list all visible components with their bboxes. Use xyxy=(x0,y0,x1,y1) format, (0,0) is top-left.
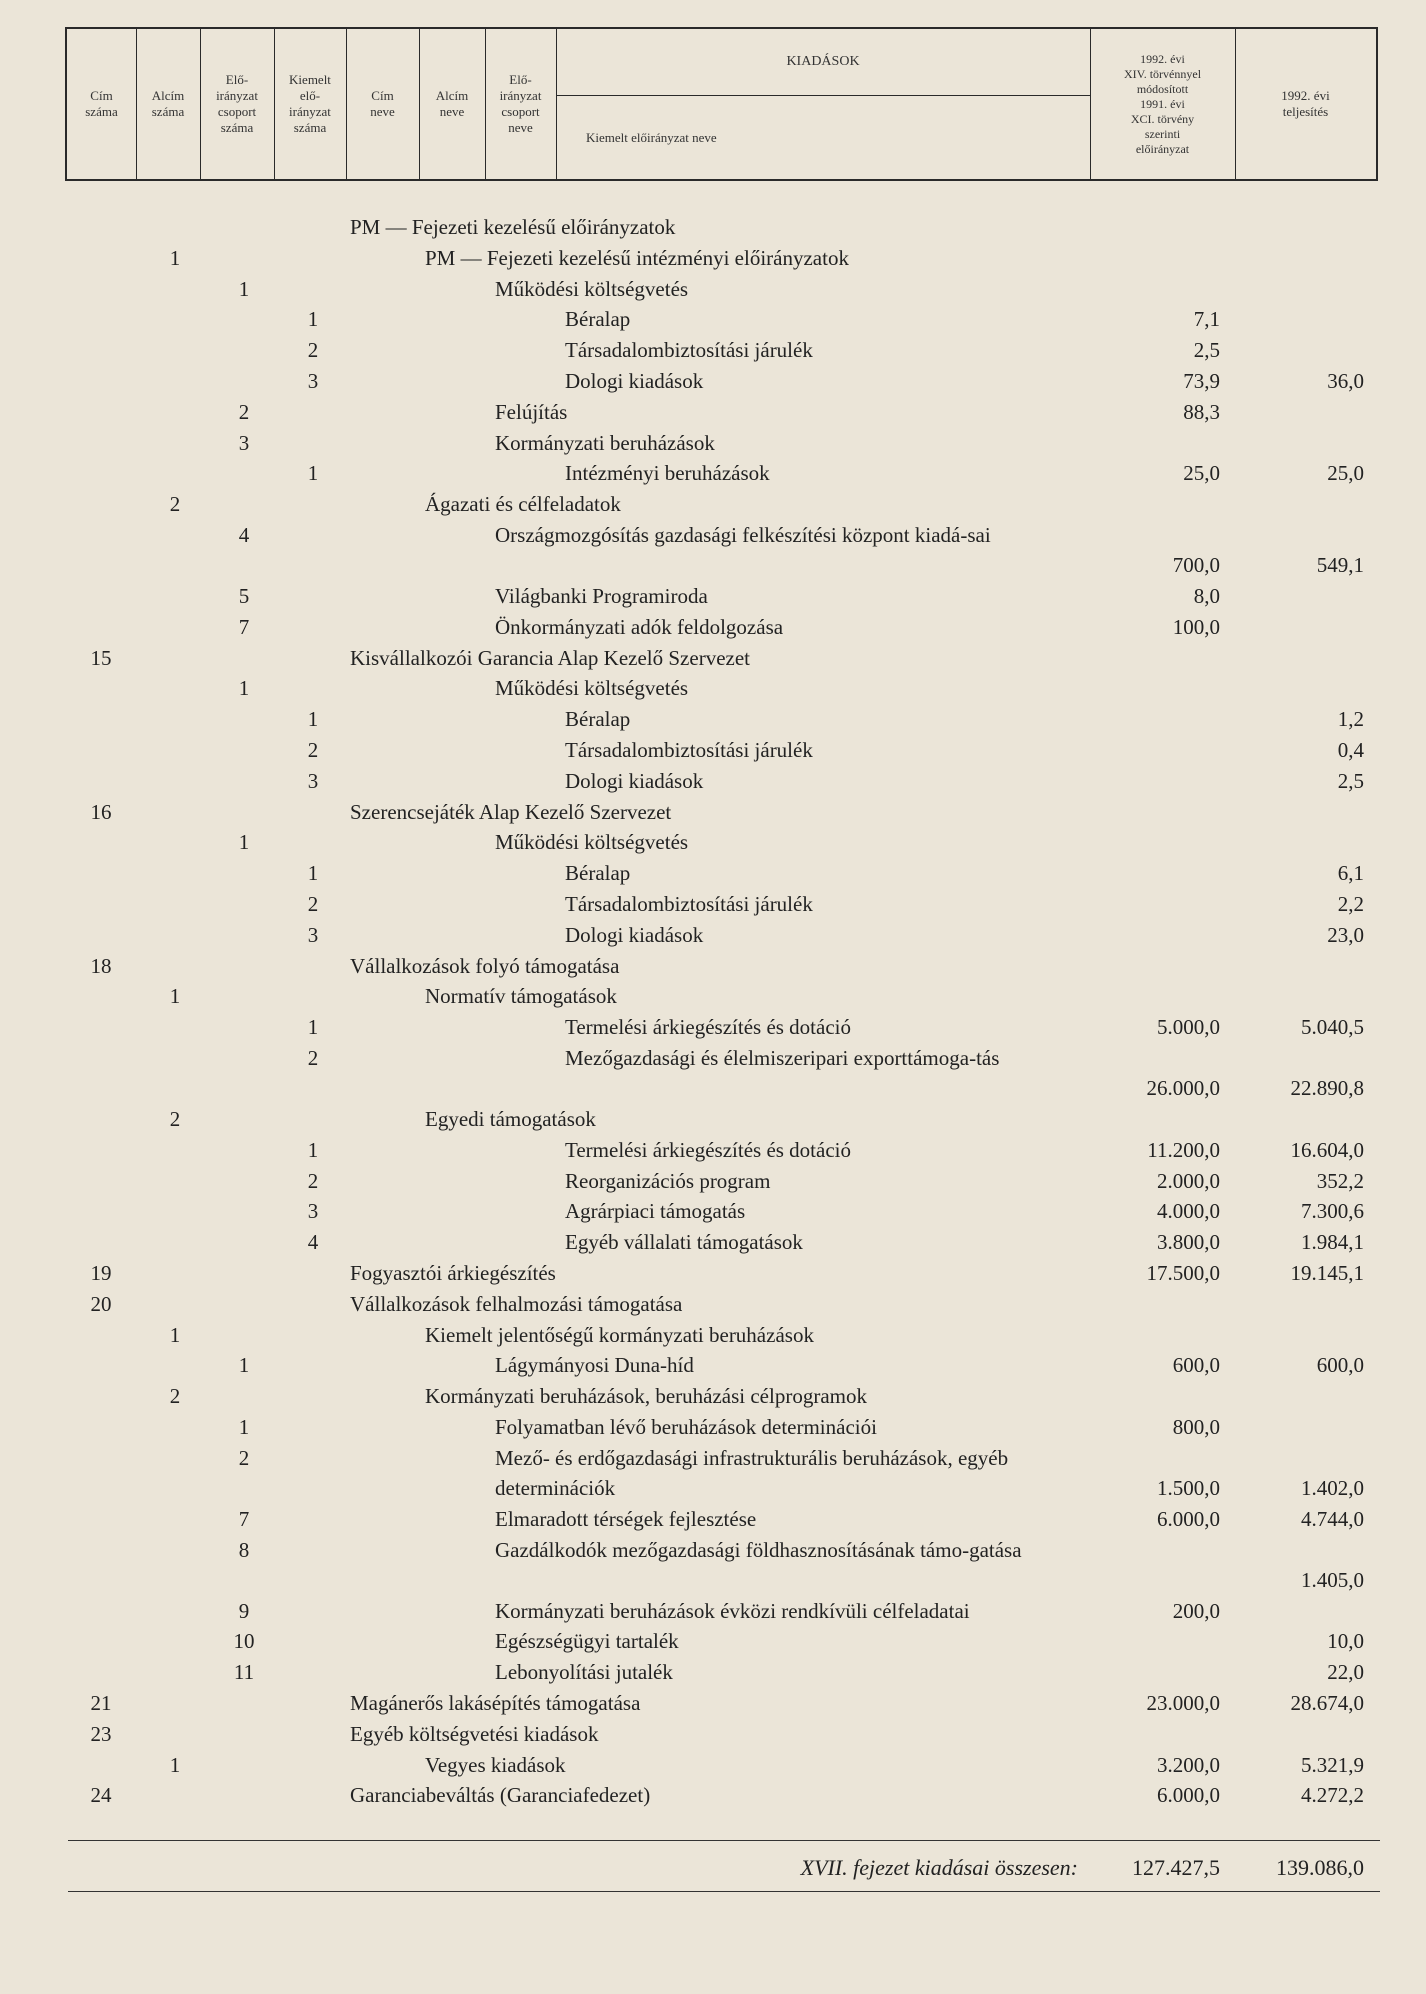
eloiranyzat-csoport-szama: 1 xyxy=(238,1415,250,1439)
kiemelt-eloiranyzat-szama: 2 xyxy=(307,738,319,762)
teljesites-value: 1.402,0 xyxy=(1301,1475,1364,1500)
total-teljesites: 139.086,0 xyxy=(1276,1855,1364,1880)
item-name: Működési költségvetés xyxy=(495,830,689,855)
total-bottom-divider xyxy=(68,1891,1380,1892)
teljesites-value: 6,1 xyxy=(1337,861,1364,886)
table-row xyxy=(0,520,1426,580)
kiemelt-eloiranyzat-szama: 1 xyxy=(307,307,319,332)
teljesites-value: 352,2 xyxy=(1316,1168,1364,1193)
item-name: Vállalkozások felhalmozási támogatása xyxy=(350,1291,683,1316)
eloiranyzat-csoport-szama: 2 xyxy=(238,1445,250,1470)
eloiranyzat-csoport-szama: 11 xyxy=(233,1660,255,1685)
eloiranyzat-csoport-szama: 2 xyxy=(238,399,250,424)
item-name: Ágazati és célfeladatok xyxy=(425,492,621,517)
teljesites-value: 28.674,0 xyxy=(1290,1691,1364,1715)
table-row xyxy=(0,274,1426,304)
eloiranyzat-value: 200,0 xyxy=(1172,1598,1220,1623)
teljesites-value: 1,2 xyxy=(1337,707,1364,732)
header-alcim-szama: Alcím száma xyxy=(151,88,185,119)
kiemelt-eloiranyzat-szama: 1 xyxy=(307,707,319,732)
item-name: Reorganizációs program xyxy=(565,1168,771,1193)
table-row xyxy=(0,489,1426,519)
table-row xyxy=(0,766,1426,796)
alcim-szama: 2 xyxy=(169,492,181,517)
header-teljesites-1992: 1992. évi teljesítés xyxy=(1281,88,1330,119)
teljesites-value: 5.040,5 xyxy=(1301,1015,1364,1040)
kiemelt-eloiranyzat-szama: 3 xyxy=(307,768,319,793)
table-row xyxy=(0,1657,1426,1687)
teljesites-value: 600,0 xyxy=(1316,1353,1364,1378)
item-name: Vegyes kiadások xyxy=(425,1752,566,1777)
item-name: Lágymányosi Duna-híd xyxy=(495,1353,694,1378)
eloiranyzat-csoport-szama: 9 xyxy=(238,1598,250,1623)
kiemelt-eloiranyzat-szama: 3 xyxy=(307,922,319,947)
eloiranyzat-value: 3.200,0 xyxy=(1157,1752,1220,1777)
kiemelt-eloiranyzat-szama: 1 xyxy=(307,1015,319,1040)
table-row xyxy=(0,612,1426,642)
item-name: Folyamatban lévő beruházások determinációi xyxy=(495,1415,877,1439)
item-name: Agrárpiaci támogatás xyxy=(565,1199,746,1224)
item-name: Vállalkozások folyó támogatása xyxy=(350,953,620,978)
table-row xyxy=(0,889,1426,919)
table-row xyxy=(0,1135,1426,1165)
table-row xyxy=(0,827,1426,857)
table-row xyxy=(0,1535,1426,1595)
item-name: Országmozgósítás gazdasági felkészítési központ kiadá-sai xyxy=(495,523,991,547)
item-name: Gazdálkodók mezőgazdasági földhasznosításának támo-gatása xyxy=(495,1537,1022,1562)
cim-szama: 18 xyxy=(90,953,112,978)
table-row xyxy=(0,858,1426,888)
table-row xyxy=(0,1596,1426,1626)
kiemelt-eloiranyzat-szama: 4 xyxy=(307,1230,319,1255)
item-name: Kormányzati beruházások xyxy=(495,430,715,455)
eloiranyzat-value: 2.000,0 xyxy=(1157,1168,1220,1193)
item-name: Magánerős lakásépítés támogatása xyxy=(350,1691,641,1715)
alcim-szama: 1 xyxy=(169,1752,181,1777)
item-name: Kormányzati beruházások évközi rendkívüli célfeladatai xyxy=(495,1598,970,1623)
item-name: Béralap xyxy=(565,861,631,886)
eloiranyzat-value: 11.200,0 xyxy=(1147,1137,1220,1162)
item-name: Béralap xyxy=(565,707,631,732)
table-row xyxy=(0,643,1426,673)
kiemelt-eloiranyzat-szama: 2 xyxy=(307,338,319,363)
eloiranyzat-value: 17.500,0 xyxy=(1146,1261,1220,1285)
table-row xyxy=(0,1350,1426,1380)
item-name: Kisvállalkozói Garancia Alap Kezelő Szervezet xyxy=(350,645,750,670)
item-name: PM — Fejezeti kezelésű intézményi előirányzatok xyxy=(425,245,849,270)
table-row xyxy=(0,797,1426,827)
item-name: Működési költségvetés xyxy=(495,676,689,701)
item-name: Önkormányzati adók feldolgozása xyxy=(495,614,784,639)
eloiranyzat-value: 1.500,0 xyxy=(1157,1475,1220,1500)
table-row xyxy=(0,1320,1426,1350)
table-row xyxy=(0,366,1426,396)
item-name: Mezőgazdasági és élelmiszeripari exporttámoga-tás xyxy=(565,1046,1000,1070)
table-row xyxy=(0,1227,1426,1257)
eloiranyzat-csoport-szama: 7 xyxy=(238,614,250,639)
table-row xyxy=(0,1012,1426,1042)
eloiranyzat-csoport-szama: 8 xyxy=(238,1537,250,1562)
eloiranyzat-value: 5.000,0 xyxy=(1157,1015,1220,1040)
table-row xyxy=(0,1166,1426,1196)
header-kiemelt-eloiranyzat-neve: Kiemelt előirányzat neve xyxy=(586,130,717,145)
cim-szama: 24 xyxy=(90,1783,112,1808)
table-row xyxy=(0,397,1426,427)
item-name: Társadalombiztosítási járulék xyxy=(565,738,813,762)
alcim-szama: 1 xyxy=(169,984,181,1009)
header-eloiranyzat-csoport-szama: Elő- irányzat csoport száma xyxy=(216,72,258,135)
eloiranyzat-value: 73,9 xyxy=(1183,369,1220,393)
table-row xyxy=(0,673,1426,703)
teljesites-value: 16.604,0 xyxy=(1290,1137,1364,1162)
item-name: Felújítás xyxy=(495,399,568,424)
item-name: Termelési árkiegészítés és dotáció xyxy=(565,1137,851,1162)
eloiranyzat-value: 23.000,0 xyxy=(1146,1691,1220,1715)
kiemelt-eloiranyzat-szama: 2 xyxy=(307,1046,319,1070)
table-row xyxy=(0,1688,1426,1718)
teljesites-value: 7.300,6 xyxy=(1301,1199,1364,1224)
teljesites-value: 2,2 xyxy=(1337,892,1364,916)
total-label: XVII. fejezet kiadásai összesen: xyxy=(800,1855,1078,1880)
eloiranyzat-value: 6.000,0 xyxy=(1157,1783,1220,1808)
item-name: Kiemelt jelentőségű kormányzati beruházások xyxy=(425,1322,814,1347)
eloiranyzat-value: 4.000,0 xyxy=(1157,1199,1220,1224)
header-eloiranyzat-1991: 1992. évi XIV. törvénnyel módosított 1991. évi XCI. törvény szerinti előirányzat xyxy=(1123,51,1202,156)
table-row xyxy=(0,1443,1426,1503)
table-row xyxy=(0,581,1426,611)
item-name: Dologi kiadások xyxy=(565,369,704,393)
alcim-szama: 1 xyxy=(169,1322,181,1347)
table-row xyxy=(0,1780,1426,1810)
item-name: Egyéb költségvetési kiadások xyxy=(350,1721,599,1746)
eloiranyzat-value: 8,0 xyxy=(1193,584,1220,608)
teljesites-value: 549,1 xyxy=(1316,553,1364,577)
teljesites-value: 25,0 xyxy=(1327,461,1364,486)
item-name: Dologi kiadások xyxy=(565,922,704,947)
table-row xyxy=(0,1381,1426,1411)
item-name: Egyedi támogatások xyxy=(425,1107,596,1131)
item-name: Egészségügyi tartalék xyxy=(495,1629,679,1654)
eloiranyzat-csoport-szama: 5 xyxy=(238,584,250,608)
table-row xyxy=(0,981,1426,1011)
eloiranyzat-csoport-szama: 4 xyxy=(238,523,250,547)
item-name: Fogyasztói árkiegészítés xyxy=(350,1261,556,1285)
alcim-szama: 2 xyxy=(169,1107,181,1131)
teljesites-value: 1.405,0 xyxy=(1301,1567,1364,1592)
eloiranyzat-value: 26.000,0 xyxy=(1146,1076,1220,1100)
table-row xyxy=(0,243,1426,273)
table-row xyxy=(0,458,1426,488)
item-name: Normatív támogatások xyxy=(425,984,617,1009)
header-kiemelt-eloiranyzat-szama: Kiemelt elő- irányzat száma xyxy=(289,72,331,135)
eloiranyzat-csoport-szama: 1 xyxy=(238,676,250,701)
item-name: Elmaradott térségek fejlesztése xyxy=(495,1506,757,1531)
item-name: Kormányzati beruházások, beruházási célprogramok xyxy=(425,1384,867,1409)
header-eloiranyzat-csoport-neve: Elő- irányzat csoport neve xyxy=(499,72,542,135)
table-row xyxy=(0,212,1426,242)
teljesites-value: 22.890,8 xyxy=(1290,1076,1364,1100)
header-kiadasok: KIADÁSOK xyxy=(786,54,860,69)
eloiranyzat-csoport-szama: 3 xyxy=(238,430,250,455)
eloiranyzat-value: 100,0 xyxy=(1172,614,1220,639)
header-cim-neve: Cím neve xyxy=(370,88,395,119)
eloiranyzat-csoport-szama: 10 xyxy=(233,1629,255,1654)
teljesites-value: 4.744,0 xyxy=(1301,1506,1364,1531)
table-row xyxy=(0,1750,1426,1780)
header-cim-szama: Cím száma xyxy=(85,88,118,119)
table-row xyxy=(0,1043,1426,1103)
item-name: Lebonyolítási jutalék xyxy=(495,1660,673,1685)
cim-szama: 19 xyxy=(90,1261,112,1285)
column-header xyxy=(65,27,1378,181)
item-name: Társadalombiztosítási járulék xyxy=(565,892,813,916)
teljesites-value: 19.145,1 xyxy=(1290,1261,1364,1285)
teljesites-value: 22,0 xyxy=(1327,1660,1364,1685)
teljesites-value: 23,0 xyxy=(1327,922,1364,947)
eloiranyzat-value: 800,0 xyxy=(1172,1415,1220,1439)
table-row xyxy=(0,1258,1426,1288)
alcim-szama: 1 xyxy=(169,245,181,270)
table-row xyxy=(0,920,1426,950)
item-name: PM — Fejezeti kezelésű előirányzatok xyxy=(350,215,676,239)
item-name: Működési költségvetés xyxy=(495,276,689,301)
teljesites-value: 1.984,1 xyxy=(1301,1230,1364,1255)
table-row xyxy=(0,704,1426,734)
eloiranyzat-value: 6.000,0 xyxy=(1157,1506,1220,1531)
table-row xyxy=(0,428,1426,458)
kiemelt-eloiranyzat-szama: 1 xyxy=(307,461,319,486)
eloiranyzat-value: 7,1 xyxy=(1193,307,1220,332)
header-alcim-neve: Alcím neve xyxy=(435,88,469,119)
table-row xyxy=(0,1104,1426,1134)
cim-szama: 16 xyxy=(90,799,112,824)
cim-szama: 15 xyxy=(90,645,112,670)
item-name: Világbanki Programiroda xyxy=(495,584,708,608)
eloiranyzat-value: 88,3 xyxy=(1183,399,1220,424)
item-name: Dologi kiadások xyxy=(565,768,704,793)
kiemelt-eloiranyzat-szama: 1 xyxy=(307,861,319,886)
item-name: Társadalombiztosítási járulék xyxy=(565,338,813,363)
kiemelt-eloiranyzat-szama: 1 xyxy=(307,1137,319,1162)
total-divider xyxy=(68,1840,1380,1841)
alcim-szama: 2 xyxy=(169,1384,181,1409)
item-name: Szerencsejáték Alap Kezelő Szervezet xyxy=(350,799,672,824)
teljesites-value: 4.272,2 xyxy=(1301,1783,1364,1808)
table-row xyxy=(0,1626,1426,1656)
eloiranyzat-csoport-szama: 1 xyxy=(238,276,250,301)
table-row xyxy=(0,1719,1426,1749)
teljesites-value: 10,0 xyxy=(1327,1629,1364,1654)
teljesites-value: 2,5 xyxy=(1337,768,1364,793)
item-name: Intézményi beruházások xyxy=(565,461,770,486)
teljesites-value: 36,0 xyxy=(1327,369,1364,393)
eloiranyzat-value: 25,0 xyxy=(1183,461,1220,486)
eloiranyzat-csoport-szama: 7 xyxy=(238,1506,250,1531)
eloiranyzat-value: 700,0 xyxy=(1172,553,1220,577)
item-name: Termelési árkiegészítés és dotáció xyxy=(565,1015,851,1040)
table-row xyxy=(0,304,1426,334)
table-row xyxy=(0,1289,1426,1319)
table-row xyxy=(0,951,1426,981)
kiemelt-eloiranyzat-szama: 3 xyxy=(307,369,319,393)
eloiranyzat-value: 3.800,0 xyxy=(1157,1230,1220,1255)
teljesites-value: 5.321,9 xyxy=(1301,1752,1364,1777)
cim-szama: 20 xyxy=(90,1291,112,1316)
item-name: Garanciabeváltás (Garanciafedezet) xyxy=(350,1783,651,1808)
kiemelt-eloiranyzat-szama: 2 xyxy=(307,892,319,916)
table-row xyxy=(0,1412,1426,1442)
item-name: Egyéb vállalati támogatások xyxy=(565,1230,803,1255)
kiemelt-eloiranyzat-szama: 3 xyxy=(307,1199,319,1224)
item-name: Mező- és erdőgazdasági infrastrukturális beruházások, egyéb determinációk xyxy=(495,1445,1009,1500)
table-row xyxy=(0,735,1426,765)
table-row xyxy=(0,1196,1426,1226)
cim-szama: 23 xyxy=(90,1721,112,1746)
eloiranyzat-csoport-szama: 1 xyxy=(238,1353,250,1378)
table-row xyxy=(0,335,1426,365)
eloiranyzat-csoport-szama: 1 xyxy=(238,830,250,855)
kiemelt-eloiranyzat-szama: 2 xyxy=(307,1168,319,1193)
eloiranyzat-value: 2,5 xyxy=(1193,338,1220,363)
cim-szama: 21 xyxy=(90,1691,112,1715)
table-row xyxy=(0,1504,1426,1534)
eloiranyzat-value: 600,0 xyxy=(1172,1353,1220,1378)
total-eloiranyzat: 127.427,5 xyxy=(1132,1855,1220,1880)
teljesites-value: 0,4 xyxy=(1337,738,1364,762)
item-name: Béralap xyxy=(565,307,631,332)
